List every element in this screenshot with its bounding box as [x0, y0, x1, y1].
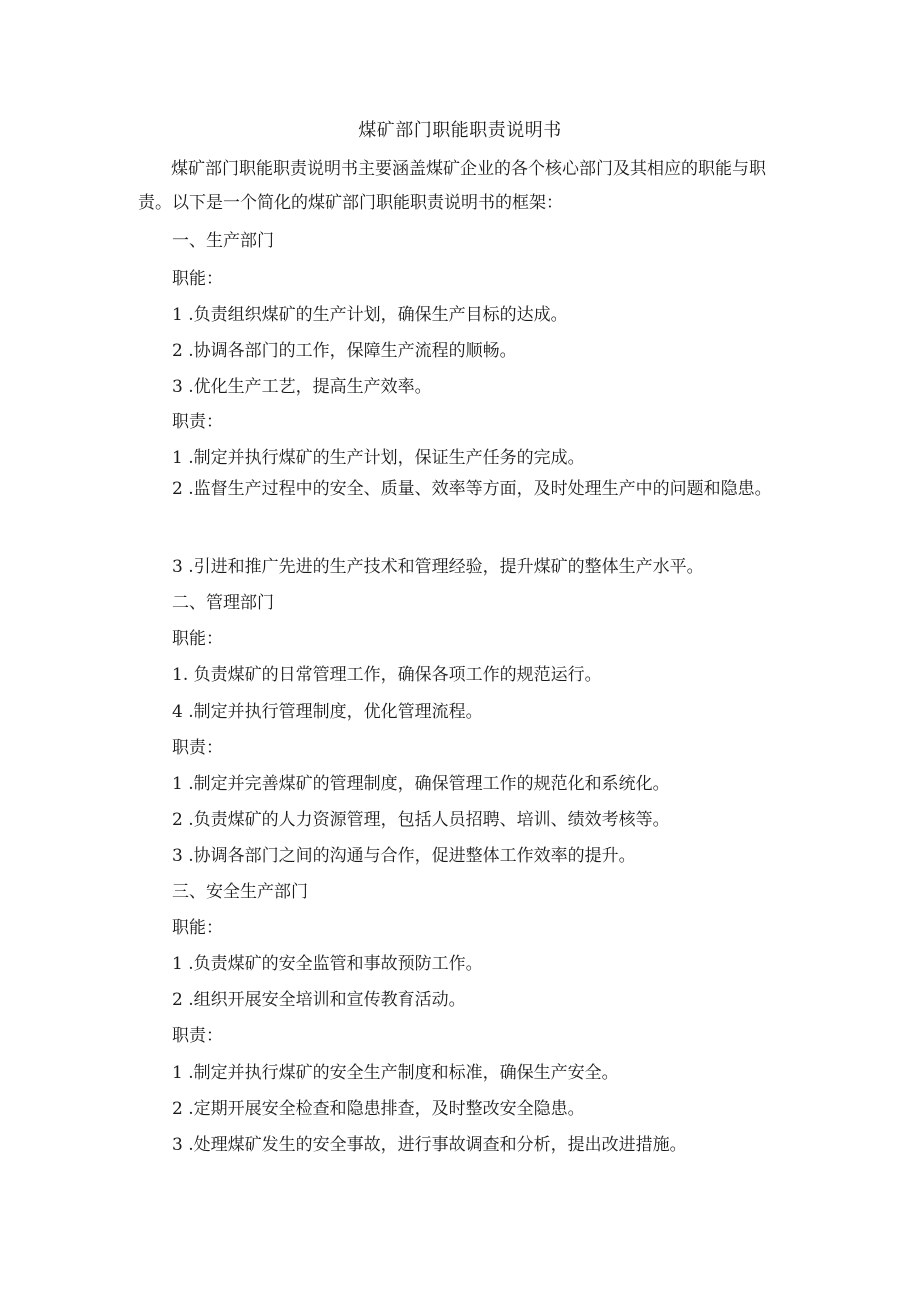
- intro-paragraph: 煤矿部门职能职责说明书主要涵盖煤矿企业的各个核心部门及其相应的职能与职责。以下是一个简化的煤矿部门职能职责说明书的框架：: [138, 159, 766, 213]
- function-item: 3 .优化生产工艺，提高生产效率。: [172, 377, 432, 397]
- duties-label: 职责：: [172, 738, 223, 758]
- duty-item: 1 .制定并完善煤矿的管理制度，确保管理工作的规范化和系统化。: [172, 774, 670, 794]
- duty-item: 2 .负责煤矿的人力资源管理，包括人员招聘、培训、绩效考核等。: [172, 810, 670, 830]
- functions-label: 职能：: [172, 269, 223, 289]
- function-item: 1 .负责组织煤矿的生产计划，确保生产目标的达成。: [172, 305, 568, 325]
- duty-item: 2 .定期开展安全检查和隐患排查，及时整改安全隐患。: [172, 1099, 585, 1119]
- section-heading-safety: 三、安全生产部门: [172, 882, 308, 902]
- duties-label: 职责：: [172, 412, 223, 432]
- function-item: 2 .组织开展安全培训和宣传教育活动。: [172, 990, 466, 1010]
- duty-item: 2 .监督生产过程中的安全、质量、效率等方面，及时处理生产中的问题和隐患。: [172, 479, 772, 499]
- function-item: 2 .协调各部门的工作，保障生产流程的顺畅。: [172, 341, 517, 361]
- function-item: 1 .负责煤矿的安全监管和事故预防工作。: [172, 954, 483, 974]
- duty-item: 1 .制定并执行煤矿的安全生产制度和标准，确保生产安全。: [172, 1063, 619, 1083]
- duty-item: 3 .处理煤矿发生的安全事故，进行事故调查和分析，提出改进措施。: [172, 1135, 687, 1155]
- functions-label: 职能：: [172, 918, 223, 938]
- functions-label: 职能：: [172, 629, 223, 649]
- function-item: 4 .制定并执行管理制度，优化管理流程。: [172, 702, 483, 722]
- section-heading-management: 二、管理部门: [172, 593, 274, 613]
- duty-item: 3 .引进和推广先进的生产技术和管理经验，提升煤矿的整体生产水平。: [172, 557, 704, 577]
- duties-label: 职责：: [172, 1026, 223, 1046]
- duty-item: 3 .协调各部门之间的沟通与合作，促进整体工作效率的提升。: [172, 846, 636, 866]
- duty-item: 1 .制定并执行煤矿的生产计划，保证生产任务的完成。: [172, 448, 585, 468]
- page-title: 煤矿部门职能职责说明书: [358, 120, 562, 141]
- function-item: 1. 负责煤矿的日常管理工作，确保各项工作的规范运行。: [172, 665, 602, 685]
- section-heading-production: 一、生产部门: [172, 231, 274, 251]
